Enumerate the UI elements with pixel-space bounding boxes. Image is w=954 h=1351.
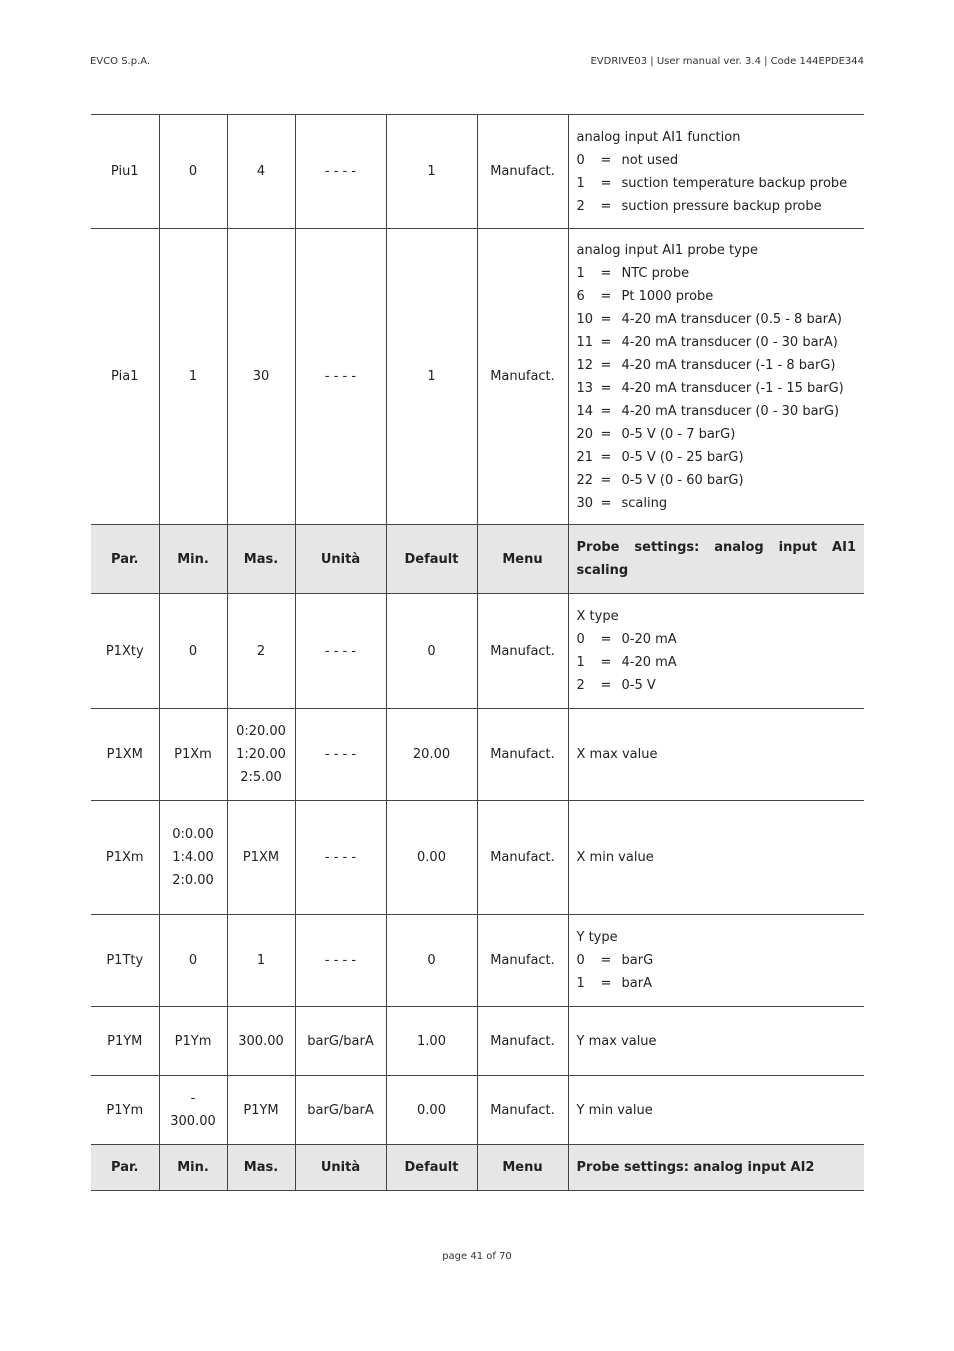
- option-equals: =: [600, 357, 612, 373]
- max-cell: 30: [227, 229, 295, 525]
- option-item: [577, 972, 857, 995]
- default-cell: 20.00: [386, 709, 477, 801]
- par-cell: P1Tty: [91, 915, 159, 1007]
- option-code: 21: [576, 449, 594, 465]
- option-code: 6: [576, 288, 585, 304]
- description-cell: [568, 115, 864, 229]
- option-code: 0: [576, 632, 585, 647]
- table-row: [91, 801, 864, 915]
- option-label: 0-5 V (0 - 60 barG): [621, 472, 744, 488]
- max-cell: P1YM: [227, 1076, 295, 1145]
- table-row: [91, 594, 864, 709]
- option-equals: =: [600, 472, 612, 488]
- option-equals: =: [600, 976, 612, 991]
- menu-cell: Menu: [477, 1145, 568, 1191]
- min-cell: 0: [159, 115, 227, 229]
- min-cell-line: 300.00: [170, 1114, 216, 1129]
- description-title: Y type: [576, 930, 618, 945]
- min-cell-line: -: [190, 1091, 196, 1106]
- option-equals: =: [600, 426, 612, 442]
- option-item: [577, 262, 857, 285]
- description-title: X min value: [576, 850, 654, 865]
- default-cell: 1: [386, 115, 477, 229]
- max-cell: 4: [227, 115, 295, 229]
- description-cell: [568, 1007, 864, 1076]
- unit-cell: Unità: [295, 1145, 386, 1191]
- default-cell: 0.00: [386, 1076, 477, 1145]
- option-code: 1: [576, 655, 585, 670]
- option-label: suction temperature backup probe: [621, 175, 848, 191]
- option-item: [577, 674, 857, 697]
- option-label: 4-20 mA transducer (0 - 30 barA): [621, 334, 838, 350]
- option-equals: =: [600, 152, 612, 168]
- table-header-row: [91, 1145, 864, 1191]
- par-cell: Piu1: [91, 115, 159, 229]
- option-code: 22: [576, 472, 594, 488]
- option-label: 4-20 mA transducer (0 - 30 barG): [621, 403, 840, 419]
- option-item: [577, 285, 857, 308]
- option-item: [577, 308, 857, 331]
- option-code: 0: [576, 152, 585, 168]
- table-row: [91, 229, 864, 525]
- menu-cell: Manufact.: [477, 115, 568, 229]
- menu-cell: Manufact.: [477, 229, 568, 525]
- option-equals: =: [600, 265, 612, 281]
- option-equals: =: [600, 288, 612, 304]
- description-cell: [568, 1145, 864, 1191]
- option-label: Pt 1000 probe: [621, 288, 714, 304]
- table-row: [91, 1007, 864, 1076]
- min-cell-line: 0:0.00: [172, 827, 214, 842]
- description-cell: [568, 1076, 864, 1145]
- option-label: 4-20 mA transducer (-1 - 15 barG): [621, 380, 844, 396]
- default-cell: Default: [386, 525, 477, 594]
- option-equals: =: [600, 403, 612, 419]
- min-cell: P1Xm: [159, 709, 227, 801]
- option-item: [577, 400, 857, 423]
- option-item: [577, 172, 857, 195]
- description-title: analog input AI1 probe type: [576, 242, 759, 258]
- par-cell: Par.: [91, 525, 159, 594]
- description-title: Probe settings: analog input AI1 scaling: [576, 540, 856, 578]
- menu-cell: Manufact.: [477, 801, 568, 915]
- option-equals: =: [600, 495, 612, 511]
- table-row: [91, 1076, 864, 1145]
- option-equals: =: [600, 953, 612, 968]
- option-label: barG: [621, 953, 654, 968]
- option-label: not used: [621, 152, 679, 168]
- option-item: [577, 149, 857, 172]
- max-cell: P1XM: [227, 801, 295, 915]
- option-code: 30: [576, 495, 594, 511]
- max-cell: 300.00: [227, 1007, 295, 1076]
- option-code: 1: [576, 265, 585, 281]
- max-cell: Mas.: [227, 525, 295, 594]
- description-title: analog input AI1 function: [576, 129, 741, 145]
- option-equals: =: [600, 198, 612, 214]
- min-cell-line: 1:4.00: [172, 850, 214, 865]
- header-document-info: EVDRIVE03 | User manual ver. 3.4 | Code 144EPDE344: [590, 56, 864, 67]
- option-item: [577, 423, 857, 446]
- unit-cell: barG/barA: [295, 1007, 386, 1076]
- option-equals: =: [600, 380, 612, 396]
- description-cell: [568, 229, 864, 525]
- table-row: [91, 709, 864, 801]
- min-cell: 1: [159, 229, 227, 525]
- option-label: suction pressure backup probe: [621, 198, 822, 214]
- menu-cell: Manufact.: [477, 1076, 568, 1145]
- par-cell: P1XM: [91, 709, 159, 801]
- default-cell: 1.00: [386, 1007, 477, 1076]
- description-title: Probe settings: analog input AI2: [576, 1160, 815, 1175]
- table-row: [91, 915, 864, 1007]
- default-cell: Default: [386, 1145, 477, 1191]
- default-cell: 1: [386, 229, 477, 525]
- par-cell: Pia1: [91, 229, 159, 525]
- min-cell: Min.: [159, 525, 227, 594]
- min-cell: 0: [159, 915, 227, 1007]
- min-cell: P1Ym: [159, 1007, 227, 1076]
- description-cell: [568, 801, 864, 915]
- option-equals: =: [600, 632, 612, 647]
- max-cell: 1: [227, 915, 295, 1007]
- menu-cell: Manufact.: [477, 915, 568, 1007]
- menu-cell: Menu: [477, 525, 568, 594]
- option-item: [577, 651, 857, 674]
- option-label: 4-20 mA: [621, 655, 677, 670]
- option-equals: =: [600, 655, 612, 670]
- unit-cell: - - - -: [295, 229, 386, 525]
- option-label: scaling: [621, 495, 668, 511]
- option-label: 0-5 V: [621, 678, 656, 693]
- max-cell: Mas.: [227, 1145, 295, 1191]
- min-cell: [159, 801, 227, 915]
- max-cell-line: 1:20.00: [236, 747, 286, 762]
- min-cell: 0: [159, 594, 227, 709]
- option-item: [577, 446, 857, 469]
- menu-cell: Manufact.: [477, 709, 568, 801]
- option-equals: =: [600, 311, 612, 327]
- option-label: 4-20 mA transducer (0.5 - 8 barA): [621, 311, 842, 327]
- option-label: 4-20 mA transducer (-1 - 8 barG): [621, 357, 836, 373]
- option-equals: =: [600, 678, 612, 693]
- option-equals: =: [600, 175, 612, 191]
- option-equals: =: [600, 449, 612, 465]
- option-code: 11: [576, 334, 594, 350]
- option-label: barA: [621, 976, 652, 991]
- option-item: [577, 354, 857, 377]
- description-cell: [568, 915, 864, 1007]
- option-item: [577, 949, 857, 972]
- default-cell: 0: [386, 594, 477, 709]
- description-cell: [568, 594, 864, 709]
- min-cell: Min.: [159, 1145, 227, 1191]
- par-cell: P1YM: [91, 1007, 159, 1076]
- option-code: 14: [576, 403, 594, 419]
- option-code: 1: [576, 175, 585, 191]
- option-label: 0-5 V (0 - 25 barG): [621, 449, 744, 465]
- par-cell: P1Xm: [91, 801, 159, 915]
- option-item: [577, 492, 857, 515]
- unit-cell: - - - -: [295, 801, 386, 915]
- option-code: 2: [576, 678, 585, 693]
- unit-cell: - - - -: [295, 115, 386, 229]
- unit-cell: - - - -: [295, 915, 386, 1007]
- menu-cell: Manufact.: [477, 594, 568, 709]
- max-cell-line: 0:20.00: [236, 724, 286, 739]
- description-cell: [568, 709, 864, 801]
- description-title: Y min value: [576, 1102, 653, 1118]
- max-cell-line: 2:5.00: [240, 770, 282, 785]
- parameter-table: [91, 114, 864, 1191]
- min-cell-line: 2:0.00: [172, 873, 214, 888]
- table-row: [91, 115, 864, 229]
- unit-cell: - - - -: [295, 594, 386, 709]
- option-label: 0-20 mA: [621, 632, 677, 647]
- option-equals: =: [600, 334, 612, 350]
- par-cell: P1Xty: [91, 594, 159, 709]
- unit-cell: - - - -: [295, 709, 386, 801]
- option-code: 20: [576, 426, 594, 442]
- description-title: X max value: [576, 747, 658, 762]
- description-cell: [568, 525, 864, 594]
- option-code: 1: [576, 976, 585, 991]
- min-cell: [159, 1076, 227, 1145]
- description-title: X type: [576, 609, 619, 624]
- option-code: 2: [576, 198, 585, 214]
- option-label: 0-5 V (0 - 7 barG): [621, 426, 736, 442]
- max-cell: [227, 709, 295, 801]
- option-item: [577, 331, 857, 354]
- unit-cell: Unità: [295, 525, 386, 594]
- option-item: [577, 628, 857, 651]
- default-cell: 0: [386, 915, 477, 1007]
- header-company: EVCO S.p.A.: [90, 56, 151, 67]
- option-code: 0: [576, 953, 585, 968]
- par-cell: Par.: [91, 1145, 159, 1191]
- option-item: [577, 195, 857, 218]
- max-cell: 2: [227, 594, 295, 709]
- option-code: 13: [576, 380, 594, 396]
- option-label: NTC probe: [621, 265, 690, 281]
- option-code: 12: [576, 357, 594, 373]
- default-cell: 0.00: [386, 801, 477, 915]
- option-code: 10: [576, 311, 594, 327]
- option-item: [577, 377, 857, 400]
- description-title: Y max value: [576, 1033, 657, 1049]
- par-cell: P1Ym: [91, 1076, 159, 1145]
- page-number: page 41 of 70: [442, 1251, 512, 1262]
- table-header-row: [91, 525, 864, 594]
- menu-cell: Manufact.: [477, 1007, 568, 1076]
- option-item: [577, 469, 857, 492]
- unit-cell: barG/barA: [295, 1076, 386, 1145]
